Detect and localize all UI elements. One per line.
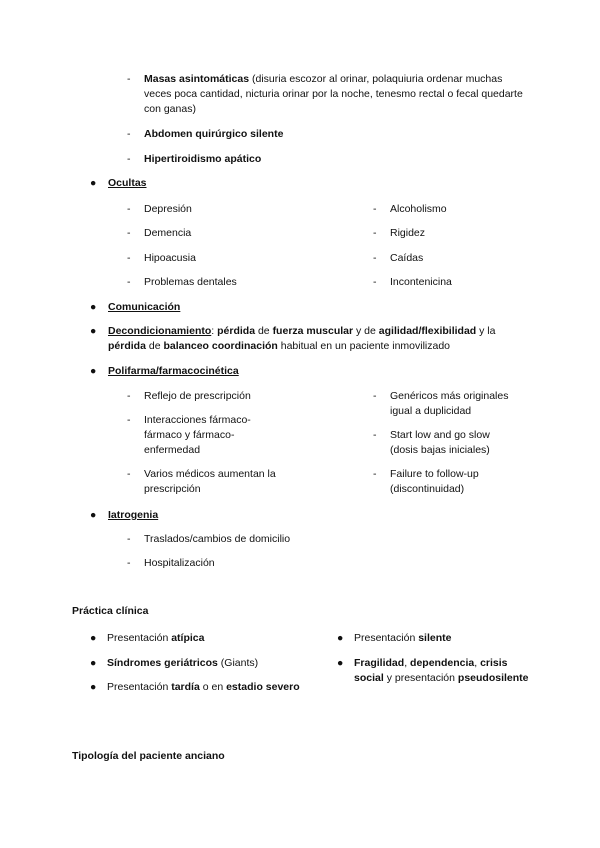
text-bold: Síndromes geriátricos [107, 657, 218, 669]
section-title: Comunicación [108, 301, 181, 313]
dash-marker: - [373, 252, 377, 264]
text-run: de [255, 325, 273, 337]
text-run: y la [476, 325, 496, 337]
section-title: Iatrogenia [108, 509, 159, 521]
item-text: Caídas [390, 252, 424, 264]
text-run: habitual en un paciente inmovilizado [277, 340, 451, 352]
text-bold: agilidad/flexibilidad [378, 325, 477, 337]
text-run: (Giants) [217, 657, 259, 669]
text-bold: pérdida [217, 325, 256, 337]
item-text: Interacciones fármaco-fármaco y fármaco-enfermedad [144, 414, 251, 456]
item-text: Traslados/cambios de domicilio [144, 533, 291, 545]
item-bold: Abdomen quirúrgico silente [144, 128, 284, 140]
bullet-icon: ● [90, 365, 97, 377]
item-text: Failure to follow-up (discontinuidad) [390, 468, 479, 495]
dash-marker: - [127, 252, 131, 264]
dash-marker: - [127, 468, 131, 480]
bullet-icon: ● [90, 681, 97, 693]
bullet-icon: ● [90, 632, 97, 644]
dash-marker: - [373, 390, 377, 402]
text-run: o en [199, 681, 227, 693]
text-run: Presentación [107, 632, 172, 644]
bullet-icon: ● [90, 657, 97, 669]
dash-marker: - [127, 557, 131, 569]
text-run: y de [353, 325, 379, 337]
text-run: de [145, 340, 164, 352]
text-bold: fuerza muscular [272, 325, 354, 337]
item-bold: Hipertiroidismo apático [144, 153, 262, 165]
dash-marker: - [127, 276, 131, 288]
item-text: Alcoholismo [390, 203, 447, 215]
item-text: Incontenicina [390, 276, 452, 288]
section-title: Polifarma/farmacocinética [108, 365, 239, 377]
dash-marker: - [127, 414, 131, 426]
bullet-icon: ● [90, 325, 97, 337]
item-bold: Masas asintomáticas [144, 73, 250, 85]
section-heading: Práctica clínica [72, 605, 149, 617]
dash-marker: - [127, 390, 131, 402]
dash-marker: - [373, 429, 377, 441]
item-text: (disuria escozor al orinar, polaquiuria ordenar muchas veces poca cantidad, nicturia orinar por la noche, tenesmo rectal o fecal quedarte con ganas) [144, 73, 523, 115]
section-heading: Tipología del paciente anciano [72, 750, 225, 762]
text-bold: Fragilidad [354, 657, 405, 669]
section-title: Ocultas [108, 177, 147, 189]
item-text: Reflejo de prescripción [144, 390, 251, 402]
item-text: Genéricos más originales igual a duplicidad [390, 390, 509, 417]
item-text: Start low and go slow (dosis bajas iniciales) [390, 429, 490, 456]
dash-marker: - [373, 276, 377, 288]
item-text: Problemas dentales [144, 276, 237, 288]
dash-marker: - [127, 128, 131, 140]
text-bold: tardía [171, 681, 200, 693]
item-text: Varios médicos aumentan la prescripción [144, 468, 276, 495]
dash-marker: - [373, 468, 377, 480]
dash-marker: - [373, 203, 377, 215]
text-bold: pseudosilente [457, 672, 529, 684]
bullet-icon: ● [90, 301, 97, 313]
item-text: Rigidez [390, 227, 426, 239]
dash-marker: - [127, 153, 131, 165]
dash-marker: - [127, 227, 131, 239]
text-run: , [404, 657, 411, 669]
text-run: y presentación [383, 672, 458, 684]
text-bold: balanceo coordinación [163, 340, 278, 352]
dash-marker: - [373, 227, 377, 239]
text-bold: silente [418, 632, 452, 644]
item-text: Hospitalización [144, 557, 215, 569]
text-run: , [474, 657, 481, 669]
text-bold: pérdida [108, 340, 146, 352]
text-bold: atípica [171, 632, 205, 644]
text-run: Presentación [354, 632, 419, 644]
dash-marker: - [127, 203, 131, 215]
bullet-icon: ● [337, 657, 344, 669]
bullet-icon: ● [90, 177, 97, 189]
text-run: Presentación [107, 681, 172, 693]
text-bold: crisis social [354, 657, 508, 684]
text-bold: dependencia [410, 657, 475, 669]
item-text: Depresión [144, 203, 192, 215]
dash-marker: - [127, 73, 131, 85]
text-bold: estadio severo [226, 681, 300, 693]
dash-marker: - [127, 533, 131, 545]
item-text: Hipoacusia [144, 252, 196, 264]
bullet-icon: ● [337, 632, 344, 644]
bullet-icon: ● [90, 509, 97, 521]
item-text: Demencia [144, 227, 192, 239]
section-title: Decondicionamiento [108, 325, 212, 337]
text-run: : [211, 325, 218, 337]
